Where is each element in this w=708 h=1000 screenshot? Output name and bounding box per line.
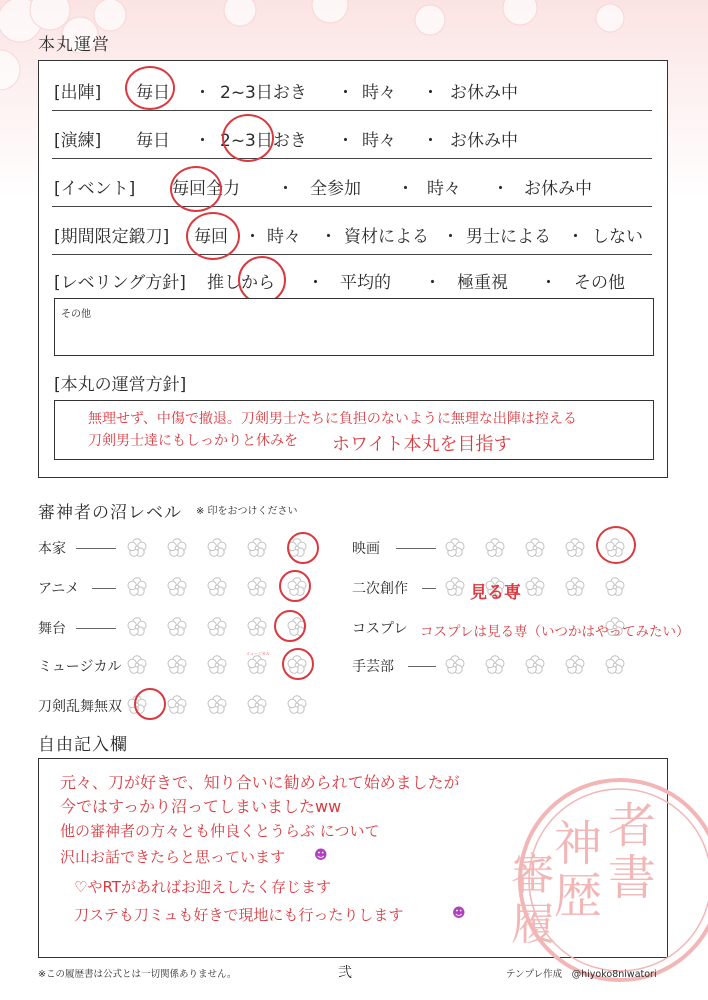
- option-tokidoki[interactable]: 時々: [362, 131, 396, 151]
- page-number: 弐: [338, 965, 352, 981]
- sakura-icon: [206, 576, 228, 598]
- row-enren: [演練] 毎日 ・ 2~3日おき ・ 時々 ・ お休み中: [52, 126, 652, 156]
- tiny-label: ミュージカル: [246, 651, 270, 656]
- selection-circle: [170, 166, 222, 212]
- free-text-line: 他の審神者の方々とも仲良くとうらぶ について: [60, 822, 380, 840]
- option-shizai[interactable]: 資材による: [344, 227, 429, 247]
- row-shutsujin: [出陣] 毎日 ・ 2~3日おき ・ 時々 ・ お休み中: [52, 78, 652, 108]
- leader-line: [76, 548, 116, 549]
- selection-circle: [186, 212, 240, 260]
- sakura-icon: [564, 654, 586, 676]
- section-title-numa: 審神者の沼レベル: [38, 503, 182, 523]
- sakura-icon: [604, 654, 626, 676]
- option-oyasumi[interactable]: お休み中: [450, 131, 518, 151]
- sakura-icon: [564, 576, 586, 598]
- free-text-line: 今ではすっかり沼ってしまいましたww: [60, 797, 342, 816]
- sakura-icon: [166, 694, 188, 716]
- leader-line: [396, 548, 436, 549]
- sakura-icon: [126, 537, 148, 559]
- sakura-icon: [126, 576, 148, 598]
- section-title-free: 自由記入欄: [38, 735, 128, 755]
- sakura-icon: [166, 654, 188, 676]
- option-2-3-days[interactable]: 2~3日おき: [220, 83, 307, 103]
- stamp-text-column: 者 書: [607, 798, 656, 906]
- level-label-butai: 舞台: [38, 621, 66, 637]
- policy-line: 刀剣男士達にもしっかりと休みを: [88, 433, 298, 449]
- sakura-icon: [126, 654, 148, 676]
- option-danshi[interactable]: 男士による: [466, 227, 551, 247]
- sakura-icon: [246, 654, 268, 676]
- stamp-text-column: 神 歴: [553, 816, 602, 924]
- level-mark-circle: [287, 532, 319, 564]
- option-zen-sanka[interactable]: 全参加: [310, 179, 361, 199]
- sakura-icon: [444, 654, 466, 676]
- sakura-icon: [564, 537, 586, 559]
- level-mark-circle: [596, 526, 636, 564]
- divider: [52, 206, 652, 207]
- other-box[interactable]: [54, 298, 654, 356]
- sakura-icon: [524, 537, 546, 559]
- section-title-honmaru: 本丸運営: [38, 35, 110, 55]
- option-mainichi[interactable]: 毎日: [136, 131, 170, 151]
- numa-note: ※ 印をおつけください: [196, 506, 298, 517]
- level-mark-circle: [282, 648, 314, 680]
- sakura-icon: [524, 654, 546, 676]
- free-text-line: ♡やRTがあればお迎えしたく存じます: [74, 878, 331, 896]
- selection-circle: [125, 66, 175, 110]
- divider: [52, 158, 652, 159]
- devil-emoji-icon: ☻: [314, 848, 328, 863]
- option-tokidoki[interactable]: 時々: [267, 227, 301, 247]
- row-kitan: [期間限定鍛刀] 毎回 ・ 時々 ・ 資材による ・ 男士による ・ しない: [52, 222, 652, 252]
- other-box-label: その他: [61, 309, 91, 320]
- option-maikai-zenryoku[interactable]: 毎回全力: [172, 179, 240, 199]
- cosplay-note: コスプレは見る専（いつかはやってみたい）: [420, 624, 690, 640]
- selection-circle: [222, 114, 274, 162]
- sakura-icon: [126, 616, 148, 638]
- level-label-cosplay: コスプレ: [352, 621, 408, 637]
- row-label: [演練]: [54, 131, 102, 151]
- free-text-line: 沢山お話できたらと思っています: [60, 848, 286, 866]
- level-label-eiga: 映画: [352, 541, 380, 557]
- leader-line: [408, 666, 436, 667]
- row-label: [レベリング方針]: [54, 273, 186, 293]
- option-oyasumi[interactable]: お休み中: [524, 179, 592, 199]
- policy-line: 無理せず、中傷で撤退。刀剣男士たちに負担のないように無理な出陣は控える: [88, 411, 577, 427]
- niji-note: 見る専: [470, 583, 521, 603]
- option-oshi[interactable]: 推しから: [207, 273, 275, 293]
- stamp-text-column: 審 履: [511, 849, 555, 950]
- sakura-icon: [246, 576, 268, 598]
- sakura-icon: [166, 537, 188, 559]
- level-label-honke: 本家: [38, 541, 66, 557]
- leader-line: [76, 628, 116, 629]
- leader-line: [422, 588, 436, 589]
- level-label-niji: 二次創作: [352, 581, 408, 597]
- option-kiwame[interactable]: 極重視: [457, 273, 508, 293]
- sakura-icon: [166, 576, 188, 598]
- row-label: [イベント]: [54, 179, 136, 199]
- level-label-musical: ミュージカル: [38, 659, 122, 675]
- sakura-icon: [206, 537, 228, 559]
- sakura-icon: [246, 616, 268, 638]
- row-event: [イベント] 毎回全力 ・ 全参加 ・ 時々 ・ お休み中: [52, 174, 652, 204]
- selection-circle: [238, 256, 286, 304]
- option-oyasumi[interactable]: お休み中: [450, 83, 518, 103]
- sakura-icon: [484, 537, 506, 559]
- divider: [52, 110, 652, 111]
- sakura-icon: [524, 576, 546, 598]
- option-sonota[interactable]: その他: [574, 273, 625, 293]
- sakura-icon: [604, 576, 626, 598]
- sakura-icon: [246, 537, 268, 559]
- level-mark-circle: [279, 570, 311, 602]
- sakura-icon: [166, 616, 188, 638]
- footer-disclaimer: ※この履歴書は公式とは一切関係ありません。: [38, 969, 237, 980]
- option-shinai[interactable]: しない: [592, 227, 643, 247]
- option-tokidoki[interactable]: 時々: [427, 179, 461, 199]
- sakura-icon: [444, 537, 466, 559]
- level-label-shugei: 手芸部: [352, 659, 394, 675]
- row-label: [期間限定鍛刀]: [54, 227, 170, 247]
- level-label-musou: 刀剣乱舞無双: [38, 699, 122, 715]
- option-2-3-days[interactable]: 2~3日おき: [220, 131, 307, 151]
- level-mark-circle: [274, 610, 306, 642]
- free-text-line: 刀ステも刀ミュも好きで現地にも行ったりします: [74, 906, 404, 924]
- policy-label: [本丸の運営方針]: [54, 375, 187, 395]
- sakura-icon: [484, 654, 506, 676]
- option-heikin[interactable]: 平均的: [340, 273, 391, 293]
- level-mark-circle: [134, 688, 166, 720]
- level-label-anime: アニメ: [38, 581, 80, 597]
- sakura-icon: [206, 616, 228, 638]
- sakura-icon: [444, 576, 466, 598]
- divider: [52, 254, 652, 255]
- sakura-icon: [206, 694, 228, 716]
- row-leveling: [レベリング方針] 推しから ・ 平均的 ・ 極重視 ・ その他: [52, 268, 652, 298]
- row-label: [出陣]: [54, 83, 102, 103]
- option-mainichi[interactable]: 毎日: [136, 83, 170, 103]
- footer-credit: テンプレ作成 @hiyoko8niwatori: [506, 969, 657, 980]
- sakura-icon: [246, 694, 268, 716]
- option-tokidoki[interactable]: 時々: [362, 83, 396, 103]
- free-text-line: 元々、刀が好きで、知り合いに勧められて始めましたが: [60, 773, 460, 792]
- sakura-icon: [206, 654, 228, 676]
- devil-emoji-icon: ☻: [452, 906, 466, 921]
- option-maikai[interactable]: 毎回: [194, 227, 228, 247]
- leader-line: [92, 588, 116, 589]
- policy-line: ホワイト本丸を目指す: [332, 434, 512, 455]
- sakura-icon: [286, 694, 308, 716]
